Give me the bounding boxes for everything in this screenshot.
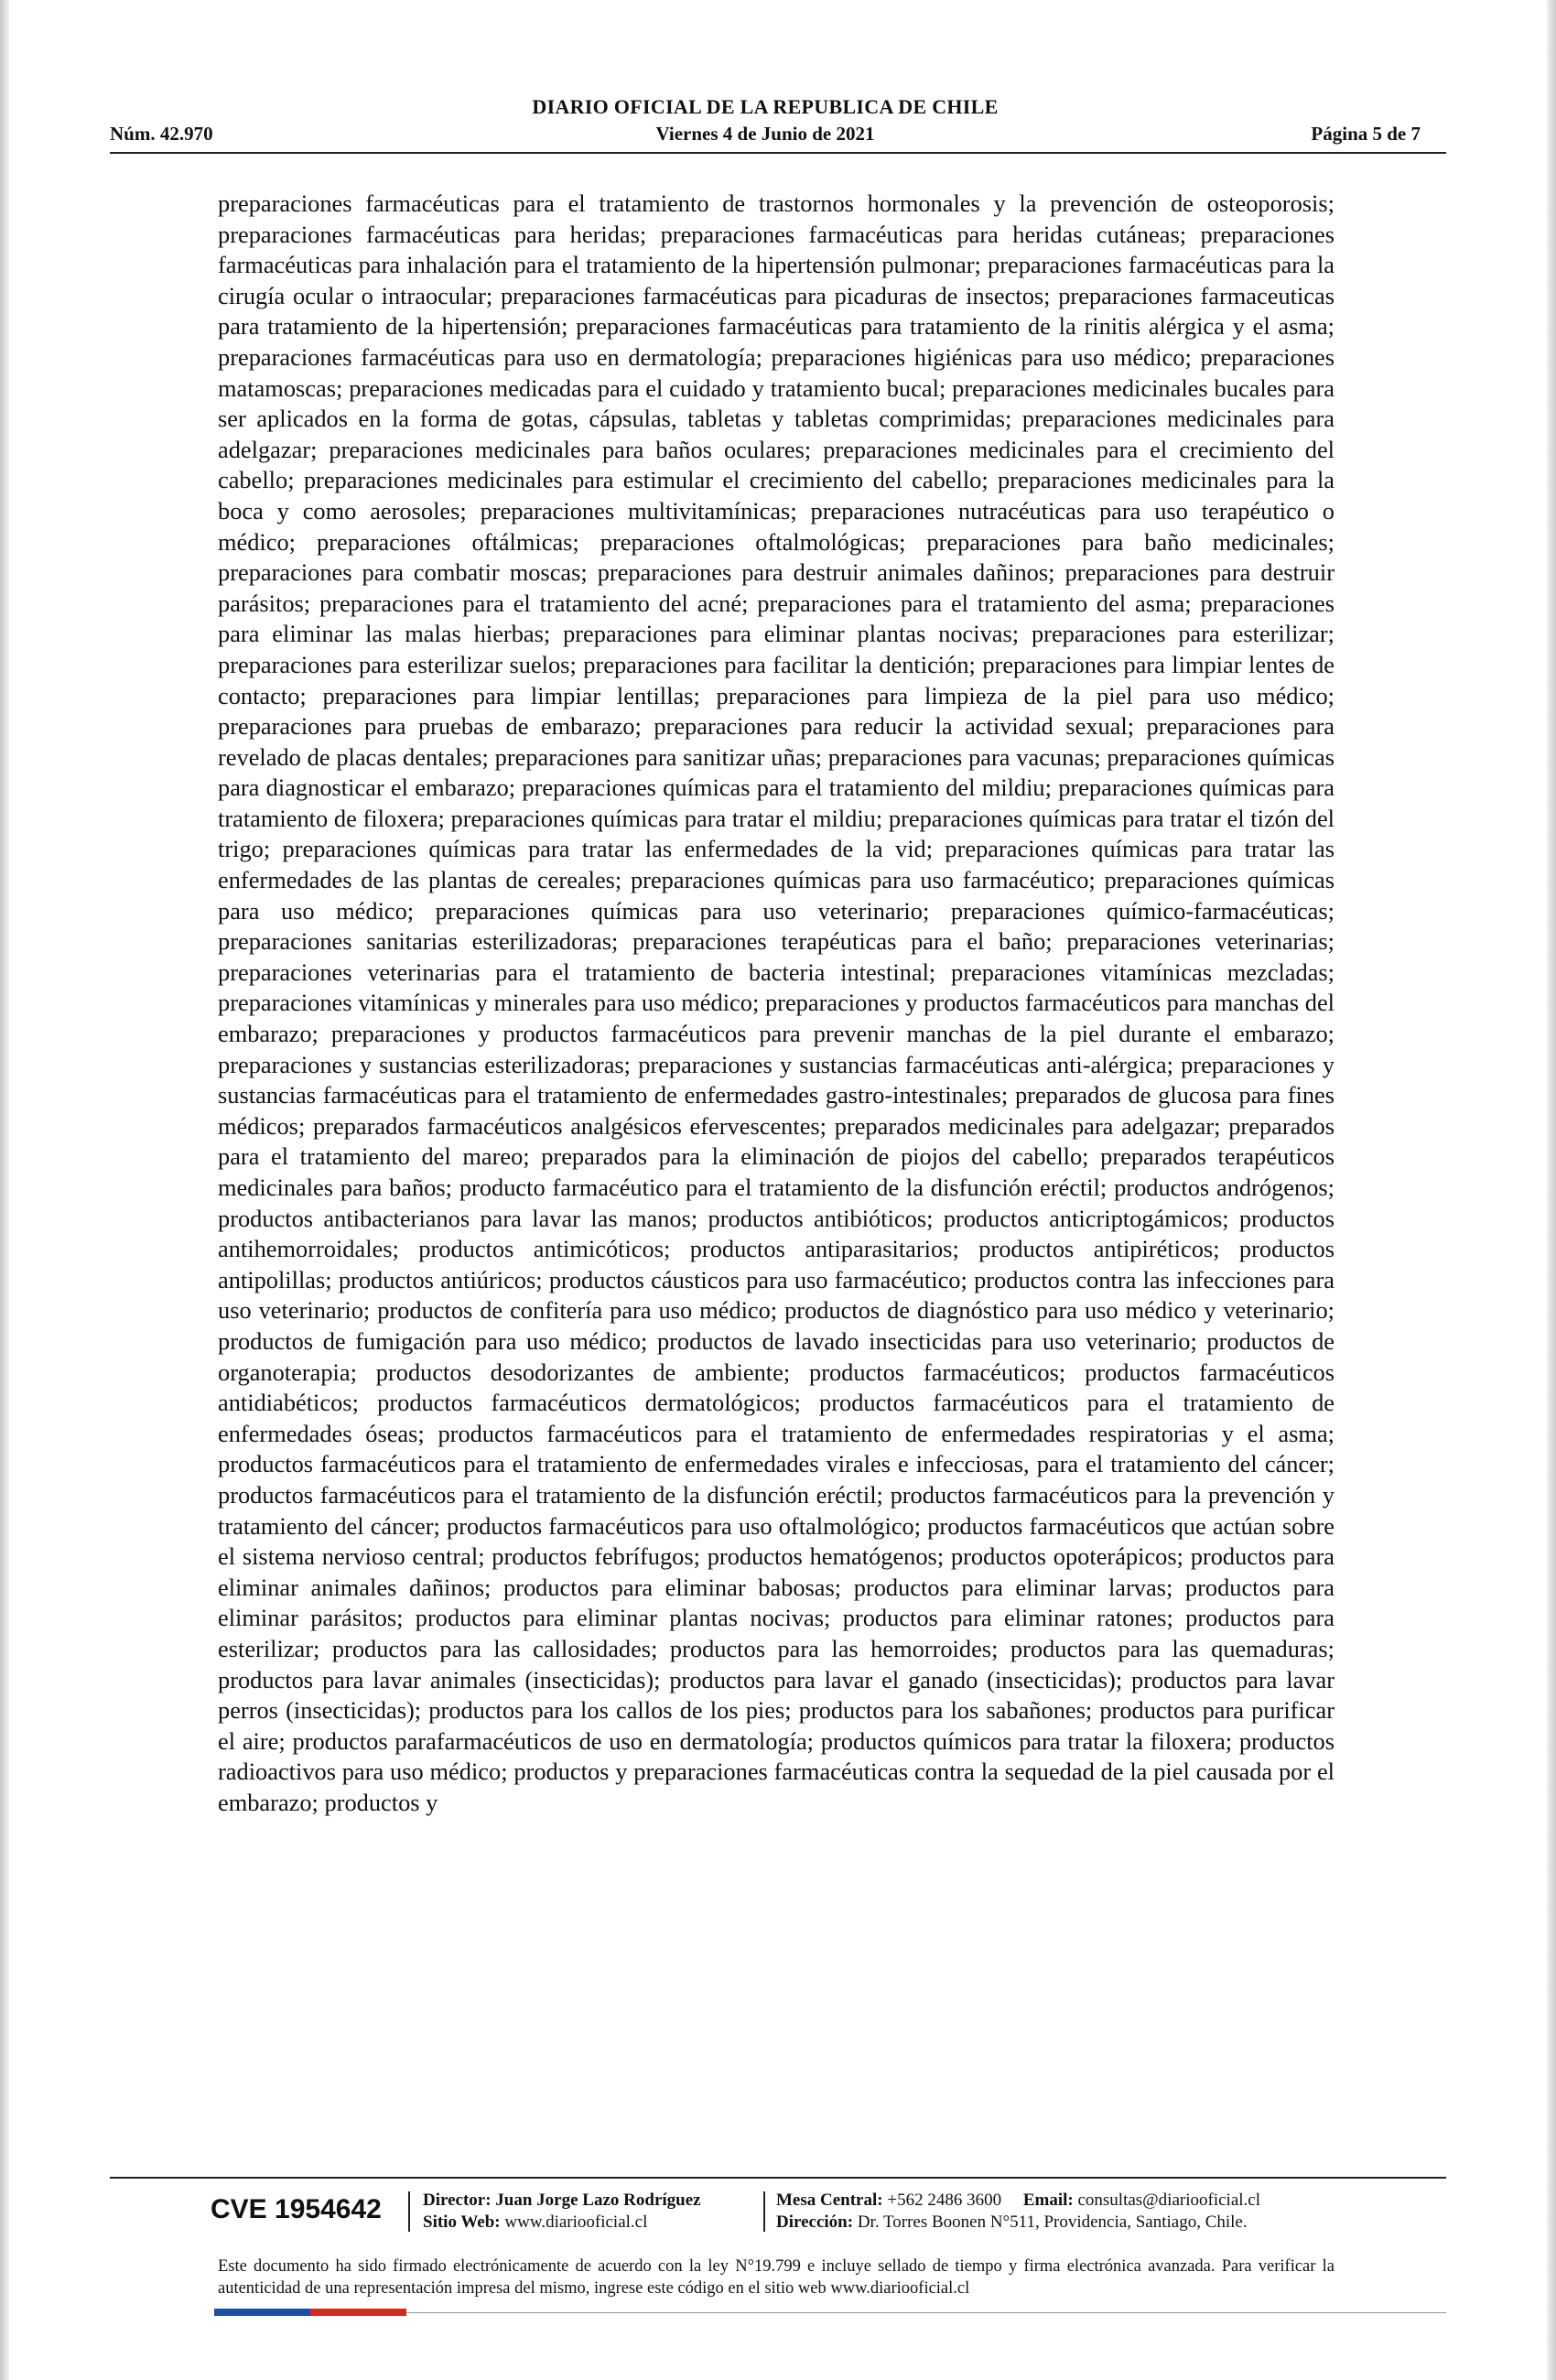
- footer-separator: [763, 2191, 765, 2232]
- director-name: Juan Jorge Lazo Rodríguez: [495, 2191, 701, 2210]
- bottom-divider: [406, 2312, 1446, 2313]
- issue-date: Viernes 4 de Junio de 2021: [655, 123, 875, 145]
- email-link[interactable]: consultas@diariooficial.cl: [1077, 2191, 1260, 2210]
- mesa-label: Mesa Central:: [776, 2191, 883, 2210]
- page-footer: [211, 2188, 1345, 2246]
- body-paragraph: preparaciones farmacéuticas para el tratamiento de trastornos hormonales y la prevención de osteoporosis; preparaciones farmacéuticas para heridas; preparaciones farmacéuticas para heridas cutáneas; preparaciones farmacéuticas para inhalación para el tratamiento de la hipertensión pulmonar; preparaciones farmacéuticas para la cirugía ocular o intraocular; preparaciones farmacéuticas para picaduras de insectos; preparaciones farmaceuticas para tratamiento de la hipertensión; preparaciones farmacéuticas para tratamiento de la rinitis alérgica y el asma; preparaciones farmacéuticas para uso en dermatología; preparaciones higiénicas para uso médico; preparaciones matamoscas; preparaciones medicadas para el cuidado y tratamiento bucal; preparaciones medicinales bucales para ser aplicados en la forma de gotas, cápsulas, tabletas y tabletas comprimidas; preparaciones medicinales para adelgazar; preparaciones medicinales para baños oculares; preparaciones medicinales para el crecimiento del cabello; preparaciones medicinales para estimular el crecimiento del cabello; preparaciones medicinales para la boca y como aerosoles; preparaciones multivitamínicas; preparaciones nutracéuticas para uso terapéutico o médico; preparaciones oftálmicas; preparaciones oftalmológicas; preparaciones para baño medicinales; preparaciones para combatir moscas; preparaciones para destruir animales dañinos; preparaciones para destruir parásitos; preparaciones para el tratamiento del acné; preparaciones para el tratamiento del asma; preparaciones para eliminar las malas hierbas; preparaciones para eliminar plantas nocivas; preparaciones para esterilizar; preparaciones para esterilizar suelos; preparaciones para facilitar la dentición; preparaciones para limpiar lentes de contacto; preparaciones para limpiar lentillas; preparaciones para limpieza de la piel para uso médico; preparaciones para pruebas de embarazo; preparaciones para reducir la actividad sexual; preparaciones para revelado de placas dentales; preparaciones para sanitizar uñas; preparaciones para vacunas; preparaciones químicas para diagnosticar el embarazo; preparaciones químicas para el tratamiento del mildiu; preparaciones químicas para tratamiento de filoxera; preparaciones químicas para tratar el mildiu; preparaciones químicas para tratar el tizón del trigo; preparaciones químicas para tratar las enfermedades de la vid; preparaciones químicas para tratar las enfermedades de las plantas de cereales; preparaciones químicas para uso farmacéutico; preparaciones químicas para uso médico; preparaciones químicas para uso veterinario; preparaciones químico-farmacéuticas; preparaciones sanitarias esterilizadoras; preparaciones terapéuticas para el baño; preparaciones veterinarias; preparaciones veterinarias para el tratamiento de bacteria intestinal; preparaciones vitamínicas mezcladas; preparaciones vitamínicas y minerales para uso médico; preparaciones y productos farmacéuticos para manchas del embarazo; preparaciones y productos farmacéuticos para prevenir manchas de la piel durante el embarazo; preparaciones y sustancias esterilizadoras; preparaciones y sustancias farmacéuticas anti-alérgica; preparaciones y sustancias farmacéuticas para el tratamiento de enfermedades gastro-intestinales; preparados de glucosa para fines médicos; preparados farmacéuticos analgésicos efervescentes; preparados medicinales para adelgazar; preparados para el tratamiento del mareo; preparados para la eliminación de piojos del cabello; preparados terapéuticos medicinales para baños; producto farmacéutico para el tratamiento de la disfunción eréctil; productos andrógenos; productos antibacterianos para lavar las manos; productos antibióticos; productos anticriptogámicos; productos antihemorroidales; productos antimicóticos; productos antiparasitarios; productos antipiréticos; productos antipolillas; productos antiúricos; productos cáusticos para uso farmacéutico; productos contra las infecciones para uso veterinario; productos de confitería para uso médico; productos de diagnóstico para uso médico y veterinario; productos de fumigación para uso médico; productos de lavado insecticidas para uso veterinario; productos de organoterapia; productos desodorizantes de ambiente; productos farmacéuticos; productos farmacéuticos antidiabéticos; productos farmacéuticos dermatológicos; productos farmacéuticos para el tratamiento de enfermedades óseas; productos farmacéuticos para el tratamiento de enfermedades respiratorias y el asma; productos farmacéuticos para el tratamiento de enfermedades virales e infecciosas, para el tratamiento del cáncer; productos farmacéuticos para el tratamiento de la disfunción eréctil; productos farmacéuticos para la prevención y tratamiento del cáncer; productos farmacéuticos para uso oftalmológico; productos farmacéuticos que actúan sobre el sistema nervioso central; productos febrífugos; productos hematógenos; productos opoterápicos; productos para eliminar animales dañinos; productos para eliminar babosas; productos para eliminar larvas; productos para eliminar parásitos; productos para eliminar plantas nocivas; productos para eliminar ratones; productos para esterilizar; productos para las callosidades; productos para las hemorroides; productos para las quemaduras; productos para lavar animales (insecticidas); productos para lavar el ganado (insecticidas); productos para lavar perros (insecticidas); productos para los callos de los pies; productos para los sabañones; productos para purificar el aire; productos parafarmacéuticos de uso en dermatología; productos químicos para tratar la filoxera; productos radioactivos para uso médico; productos y preparaciones farmacéuticas contra la sequedad de la piel causada por el embarazo; productos y: [218, 189, 1334, 1816]
- gazette-title: DIARIO OFICIAL DE LA REPUBLICA DE CHILE: [532, 95, 999, 118]
- flag-stripe: [214, 2309, 406, 2316]
- site-label: Sitio Web:: [423, 2212, 501, 2232]
- email-label: Email:: [1022, 2191, 1074, 2210]
- director-block: [423, 2190, 701, 2234]
- page-right-shadow: [1547, 0, 1556, 2380]
- legal-notice: Este documento ha sido firmado electrónicamente de acuerdo con la ley N°19.799 e incluye sellado de tiempo y firma electrónica avanzada. Para verificar la autenticidad de una representación impresa del mismo, ingrese este código en el sitio web www.diariooficial.cl: [218, 2257, 1334, 2298]
- contact-block: [776, 2190, 1260, 2234]
- page-indicator: Página 5 de 7: [1311, 123, 1421, 145]
- mesa-phone: +562 2486 3600: [887, 2191, 1002, 2210]
- page-header: [110, 92, 1421, 156]
- address-value: Dr. Torres Boonen N°511, Providencia, Santiago, Chile.: [857, 2212, 1248, 2232]
- header-divider: [110, 152, 1446, 154]
- site-link[interactable]: www.diariooficial.cl: [504, 2212, 648, 2232]
- flag-blue-segment: [214, 2309, 310, 2316]
- director-label: Director:: [423, 2191, 492, 2210]
- address-label: Dirección:: [776, 2212, 854, 2232]
- issue-number: Núm. 42.970: [110, 123, 213, 145]
- footer-separator: [408, 2191, 410, 2232]
- footer-divider: [110, 2177, 1446, 2179]
- cve-code: CVE 1954642: [211, 2194, 382, 2224]
- flag-red-segment: [310, 2309, 406, 2316]
- page-left-shadow: [0, 0, 9, 2380]
